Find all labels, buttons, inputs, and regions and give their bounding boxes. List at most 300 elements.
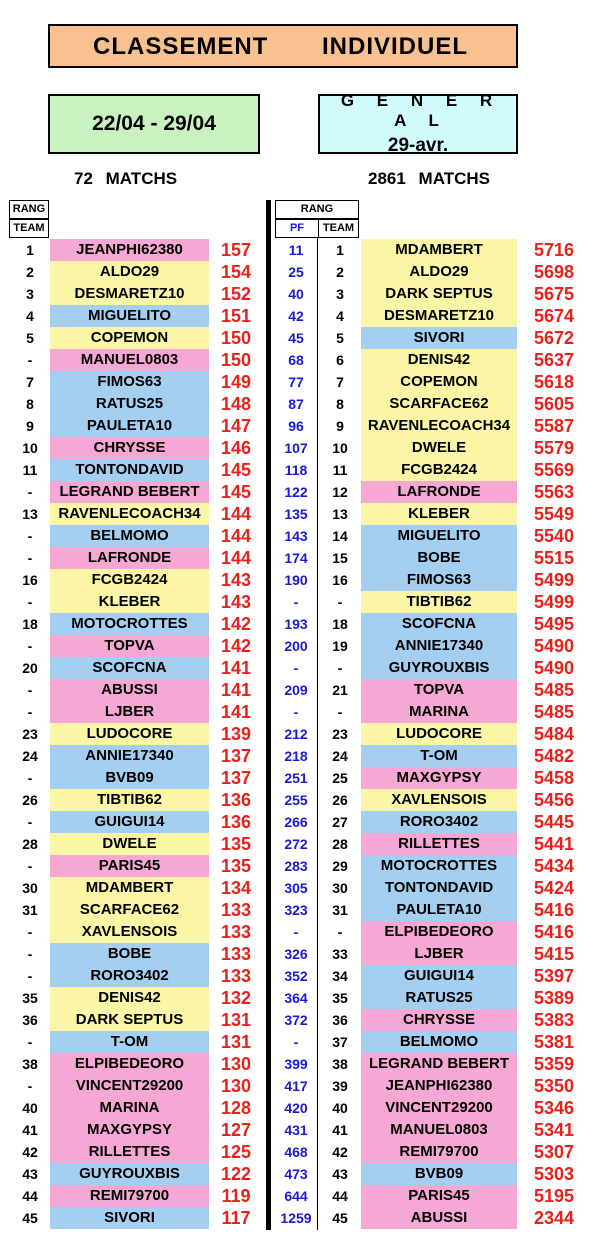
- table-row: [0, 965, 609, 987]
- general-pf: 190: [284, 572, 308, 588]
- weekly-score: 122: [220, 1164, 252, 1184]
- general-team-name: PAULETA10: [361, 899, 517, 921]
- weekly-score: 144: [220, 504, 252, 524]
- weekly-score: 133: [220, 966, 252, 986]
- table-row: [0, 789, 609, 811]
- general-score: 5482: [533, 746, 575, 766]
- general-score: 5674: [533, 306, 575, 326]
- general-score: 5441: [533, 834, 575, 854]
- weekly-score: 149: [220, 372, 252, 392]
- general-pf: 87: [288, 396, 304, 412]
- table-row: [0, 591, 609, 613]
- general-team-name: TOPVA: [361, 679, 517, 701]
- general-rank: 43: [332, 1166, 348, 1182]
- table-row: [0, 613, 609, 635]
- weekly-score: 137: [220, 768, 252, 788]
- table-row: [0, 833, 609, 855]
- general-team-name: LEGRAND BEBERT: [361, 1053, 517, 1075]
- weekly-score: 117: [221, 1208, 251, 1228]
- weekly-score: 130: [220, 1054, 252, 1074]
- general-pf: 45: [288, 330, 304, 346]
- weekly-score: 139: [220, 724, 252, 744]
- general-team-name: LUDOCORE: [361, 723, 517, 745]
- weekly-score: 151: [220, 306, 252, 326]
- table-row: [0, 811, 609, 833]
- general-box: [318, 91, 518, 156]
- weekly-rank: 4: [26, 308, 34, 324]
- weekly-score: 148: [220, 394, 252, 414]
- general-pf: 209: [284, 682, 308, 698]
- weekly-rank: 10: [22, 440, 38, 456]
- general-rank: 39: [332, 1078, 348, 1094]
- table-row: [0, 635, 609, 657]
- table-row: [0, 943, 609, 965]
- general-rank: -: [337, 594, 343, 610]
- general-pf: 417: [284, 1078, 308, 1094]
- weekly-score: 146: [220, 438, 252, 458]
- weekly-team-name: DARK SEPTUS: [50, 1009, 209, 1031]
- general-team-name: RILLETTES: [361, 833, 517, 855]
- weekly-score: 145: [220, 482, 252, 502]
- general-matches-count: 2861 MATCHS: [368, 169, 490, 188]
- weekly-score: 132: [220, 988, 252, 1008]
- weekly-rank: -: [27, 594, 33, 610]
- weekly-team-name: FCGB2424: [50, 569, 209, 591]
- weekly-team-name: MANUEL0803: [50, 349, 209, 371]
- weekly-team-name: FIMOS63: [50, 371, 209, 393]
- general-team-name: RORO3402: [361, 811, 517, 833]
- table-row: [0, 569, 609, 591]
- weekly-score: 141: [220, 680, 252, 700]
- general-pf: 174: [284, 550, 308, 566]
- weekly-team-name: T-OM: [50, 1031, 209, 1053]
- weekly-rank: 44: [22, 1188, 38, 1204]
- table-row: [0, 1075, 609, 1097]
- general-team-name: JEANPHI62380: [361, 1075, 517, 1097]
- general-rank: 33: [332, 946, 348, 962]
- general-score: 5540: [533, 526, 575, 546]
- weekly-score: 125: [220, 1142, 252, 1162]
- general-team-name: DESMARETZ10: [361, 305, 517, 327]
- general-score: 5716: [533, 240, 575, 260]
- general-score: 5359: [533, 1054, 575, 1074]
- table-row: [0, 701, 609, 723]
- table-row: [0, 1141, 609, 1163]
- general-team-name: CHRYSSE: [361, 1009, 517, 1031]
- weekly-team-name: MOTOCROTTES: [50, 613, 209, 635]
- general-team-name: BELMOMO: [361, 1031, 517, 1053]
- general-team-name: PARIS45: [361, 1185, 517, 1207]
- general-pf: 200: [284, 638, 308, 654]
- weekly-rank: -: [27, 814, 33, 830]
- title-box: [48, 24, 518, 68]
- weekly-team-name: CHRYSSE: [50, 437, 209, 459]
- weekly-rank: -: [27, 968, 33, 984]
- general-pf: 77: [288, 374, 304, 390]
- general-rank: 15: [332, 550, 348, 566]
- weekly-rank: 24: [22, 748, 38, 764]
- general-pf: 272: [284, 836, 308, 852]
- table-row: [0, 723, 609, 745]
- table-row: [0, 305, 609, 327]
- table-row: [0, 899, 609, 921]
- weekly-team-name: LAFRONDE: [50, 547, 209, 569]
- weekly-rank: -: [27, 1034, 33, 1050]
- weekly-rank: 2: [26, 264, 34, 280]
- general-team-name: ABUSSI: [361, 1207, 517, 1229]
- weekly-rank: 35: [22, 990, 38, 1006]
- title-word-individuel: INDIVIDUEL: [322, 33, 469, 60]
- weekly-rank: -: [27, 682, 33, 698]
- general-score: 5675: [533, 284, 575, 304]
- weekly-score: 147: [220, 416, 252, 436]
- weekly-score: 134: [220, 878, 252, 898]
- general-team-name: ALDO29: [361, 261, 517, 283]
- weekly-score: 136: [220, 790, 252, 810]
- general-pf: 218: [284, 748, 308, 764]
- weekly-team-name: LEGRAND BEBERT: [50, 481, 209, 503]
- general-rank: 40: [332, 1100, 348, 1116]
- weekly-rank: 13: [22, 506, 38, 522]
- general-rank: 9: [336, 418, 344, 434]
- general-team-name: MAXGYPSY: [361, 767, 517, 789]
- general-rank: 28: [332, 836, 348, 852]
- general-pf: 42: [288, 308, 304, 324]
- general-team-name: ELPIBEDEORO: [361, 921, 517, 943]
- weekly-team-name: GUYROUXBIS: [50, 1163, 209, 1185]
- weekly-rank: -: [27, 1078, 33, 1094]
- weekly-matches-count: 72 MATCHS: [74, 169, 178, 188]
- weekly-rank: 3: [26, 286, 34, 302]
- week-period: 22/04 - 29/04: [92, 112, 216, 135]
- weekly-team-name: BVB09: [50, 767, 209, 789]
- general-rank: 35: [332, 990, 348, 1006]
- general-rank: 10: [332, 440, 348, 456]
- general-pf: 255: [284, 792, 308, 808]
- general-pf: -: [293, 660, 299, 676]
- general-rank: 6: [336, 352, 344, 368]
- general-rank: 3: [336, 286, 344, 302]
- weekly-team-name: COPEMON: [50, 327, 209, 349]
- general-pf: 68: [288, 352, 304, 368]
- general-rank: 24: [332, 748, 348, 764]
- general-pf: 122: [284, 484, 308, 500]
- general-team-name: DARK SEPTUS: [361, 283, 517, 305]
- weekly-score: 150: [220, 350, 252, 370]
- weekly-team-name: ABUSSI: [50, 679, 209, 701]
- general-team-name: LAFRONDE: [361, 481, 517, 503]
- table-row: [0, 657, 609, 679]
- weekly-score: 150: [220, 328, 252, 348]
- weekly-score: 133: [220, 900, 252, 920]
- weekly-rank: -: [27, 858, 33, 874]
- weekly-rank: 42: [22, 1144, 38, 1160]
- weekly-score: 135: [220, 856, 252, 876]
- table-row: [0, 1163, 609, 1185]
- weekly-team-name: PARIS45: [50, 855, 209, 877]
- weekly-team-name: ANNIE17340: [50, 745, 209, 767]
- general-pf: 11: [288, 242, 304, 258]
- general-score: 5495: [533, 614, 575, 634]
- general-team-name: GUYROUXBIS: [361, 657, 517, 679]
- weekly-rank: 26: [22, 792, 38, 808]
- general-rank: 42: [332, 1144, 348, 1160]
- general-score: 5499: [533, 592, 575, 612]
- weekly-score: 143: [220, 570, 252, 590]
- table-row: [0, 1031, 609, 1053]
- weekly-rank: 8: [26, 396, 34, 412]
- table-row: [0, 921, 609, 943]
- general-score: 5490: [533, 658, 575, 678]
- general-rank: 1: [336, 242, 344, 258]
- weekly-rank: -: [27, 946, 33, 962]
- general-score: 5605: [533, 394, 575, 414]
- general-score: 5303: [533, 1164, 575, 1184]
- table-row: [0, 855, 609, 877]
- table-row: [0, 1119, 609, 1141]
- table-row: [0, 1185, 609, 1207]
- weekly-score: 131: [220, 1010, 252, 1030]
- general-pf: 283: [284, 858, 308, 874]
- weekly-rank: -: [27, 484, 33, 500]
- general-rank: 7: [336, 374, 344, 390]
- table-row: [0, 415, 609, 437]
- general-rank: 45: [332, 1210, 348, 1226]
- general-rank: 14: [332, 528, 348, 544]
- general-team-name: MOTOCROTTES: [361, 855, 517, 877]
- weekly-rank: 18: [22, 616, 38, 632]
- general-team-name: RAVENLECOACH34: [361, 415, 517, 437]
- weekly-team-name: TOPVA: [50, 635, 209, 657]
- general-pf-header: PF: [275, 219, 319, 238]
- general-pf: 212: [284, 726, 308, 742]
- general-rank: 41: [332, 1122, 348, 1138]
- weekly-team-name: MAXGYPSY: [50, 1119, 209, 1141]
- general-pf: 399: [284, 1056, 308, 1072]
- general-pf: 305: [284, 880, 308, 896]
- general-score: 5458: [533, 768, 575, 788]
- general-score: 5618: [533, 372, 575, 392]
- general-rank: 25: [332, 770, 348, 786]
- weekly-score: 127: [220, 1120, 252, 1140]
- table-row: [0, 679, 609, 701]
- general-score: 5381: [533, 1032, 575, 1052]
- general-score: 5672: [533, 328, 575, 348]
- general-score: 5415: [533, 944, 575, 964]
- general-team-name: VINCENT29200: [361, 1097, 517, 1119]
- general-pf: 431: [284, 1122, 308, 1138]
- weekly-score: 133: [220, 922, 252, 942]
- table-row: [0, 349, 609, 371]
- general-rank: 44: [332, 1188, 348, 1204]
- general-pf: 251: [284, 770, 308, 786]
- weekly-rank: 23: [22, 726, 38, 742]
- weekly-score: 141: [220, 658, 252, 678]
- table-row: [0, 327, 609, 349]
- general-score: 5485: [533, 702, 575, 722]
- title-word-classement: CLASSEMENT: [93, 33, 269, 60]
- general-score: 5563: [533, 482, 575, 502]
- weekly-rank: -: [27, 924, 33, 940]
- weekly-team-name: PAULETA10: [50, 415, 209, 437]
- weekly-team-name: ALDO29: [50, 261, 209, 283]
- general-score: 5416: [533, 900, 575, 920]
- weekly-rank: 28: [22, 836, 38, 852]
- weekly-score: 128: [220, 1098, 252, 1118]
- table-row: [0, 481, 609, 503]
- weekly-rank: -: [27, 770, 33, 786]
- general-pf: 473: [284, 1166, 308, 1182]
- general-team-name: LJBER: [361, 943, 517, 965]
- weekly-team-name: XAVLENSOIS: [50, 921, 209, 943]
- table-row: [0, 877, 609, 899]
- weekly-team-name: BOBE: [50, 943, 209, 965]
- weekly-score: 130: [220, 1076, 252, 1096]
- weekly-team-name: KLEBER: [50, 591, 209, 613]
- general-rank: 18: [332, 616, 348, 632]
- table-row: [0, 371, 609, 393]
- table-row: [0, 547, 609, 569]
- general-rank: 16: [332, 572, 348, 588]
- general-team-name: MDAMBERT: [361, 239, 517, 261]
- general-rank: 12: [332, 484, 348, 500]
- general-rank: 5: [336, 330, 344, 346]
- general-pf: 468: [284, 1144, 308, 1160]
- table-row: [0, 767, 609, 789]
- weekly-rank: -: [27, 638, 33, 654]
- general-score: 5397: [533, 966, 575, 986]
- weekly-score: 142: [220, 636, 252, 656]
- general-score: 5499: [533, 570, 575, 590]
- general-team-name: SCOFCNA: [361, 613, 517, 635]
- general-score: 5434: [533, 856, 575, 876]
- weekly-score: 136: [220, 812, 252, 832]
- table-row: [0, 393, 609, 415]
- general-team-header: TEAM: [318, 219, 359, 238]
- weekly-score: 131: [220, 1032, 252, 1052]
- general-pf: 40: [288, 286, 304, 302]
- general-team-name: TONTONDAVID: [361, 877, 517, 899]
- weekly-rank: 38: [22, 1056, 38, 1072]
- general-team-name: MANUEL0803: [361, 1119, 517, 1141]
- weekly-score: 135: [220, 834, 252, 854]
- general-rank: 13: [332, 506, 348, 522]
- weekly-score: 143: [220, 592, 252, 612]
- general-team-name: T-OM: [361, 745, 517, 767]
- weekly-team-name: TONTONDAVID: [50, 459, 209, 481]
- general-pf: 352: [284, 968, 308, 984]
- table-row: [0, 239, 609, 261]
- table-row: [0, 1207, 609, 1229]
- weekly-team-name: RAVENLECOACH34: [50, 503, 209, 525]
- weekly-team-name: DENIS42: [50, 987, 209, 1009]
- weekly-rank: 7: [26, 374, 34, 390]
- weekly-score: 157: [220, 240, 252, 260]
- general-team-name: SIVORI: [361, 327, 517, 349]
- weekly-team-name: JEANPHI62380: [50, 239, 209, 261]
- general-team-name: MARINA: [361, 701, 517, 723]
- general-score: 5195: [533, 1186, 575, 1206]
- general-pf: 118: [284, 462, 308, 478]
- weekly-team-name: RORO3402: [50, 965, 209, 987]
- weekly-team-name: SCARFACE62: [50, 899, 209, 921]
- weekly-team-name: SCOFCNA: [50, 657, 209, 679]
- weekly-score: 144: [220, 526, 252, 546]
- general-rank: 8: [336, 396, 344, 412]
- general-score: 5424: [533, 878, 575, 898]
- general-team-name: KLEBER: [361, 503, 517, 525]
- general-score: 5579: [533, 438, 575, 458]
- weekly-team-name: VINCENT29200: [50, 1075, 209, 1097]
- table-row: [0, 1097, 609, 1119]
- weekly-team-name: GUIGUI14: [50, 811, 209, 833]
- weekly-rank: 41: [22, 1122, 38, 1138]
- general-rank: 34: [332, 968, 348, 984]
- general-team-name: RATUS25: [361, 987, 517, 1009]
- general-score: 5416: [533, 922, 575, 942]
- weekly-rank: 1: [26, 242, 34, 258]
- general-date: 29-avr.: [387, 135, 449, 156]
- weekly-score: 137: [220, 746, 252, 766]
- general-rank: 31: [332, 902, 348, 918]
- general-score: 5346: [533, 1098, 575, 1118]
- weekly-team-name: RILLETTES: [50, 1141, 209, 1163]
- table-row: [0, 1053, 609, 1075]
- general-rank: 19: [332, 638, 348, 654]
- weekly-score: 152: [220, 284, 252, 304]
- weekly-rank: 31: [22, 902, 38, 918]
- table-row: [0, 437, 609, 459]
- general-score: 2344: [533, 1208, 575, 1228]
- general-pf: 323: [284, 902, 308, 918]
- weekly-rank: -: [27, 550, 33, 566]
- weekly-team-name: LUDOCORE: [50, 723, 209, 745]
- general-team-name: REMI79700: [361, 1141, 517, 1163]
- general-team-name: BOBE: [361, 547, 517, 569]
- weekly-rank: -: [27, 704, 33, 720]
- weekly-team-name: SIVORI: [50, 1207, 209, 1229]
- general-rank: -: [337, 660, 343, 676]
- general-rank: 4: [336, 308, 344, 324]
- table-row: [0, 261, 609, 283]
- weekly-rank: 16: [22, 572, 38, 588]
- general-rank: 26: [332, 792, 348, 808]
- general-label: G E N E R A L: [340, 91, 502, 130]
- weekly-team-name: ELPIBEDEORO: [50, 1053, 209, 1075]
- weekly-team-name: MARINA: [50, 1097, 209, 1119]
- general-rank: 37: [332, 1034, 348, 1050]
- table-row: [0, 283, 609, 305]
- general-rang-header: RANG: [275, 200, 359, 219]
- general-pf: 96: [288, 418, 304, 434]
- general-score: 5698: [533, 262, 575, 282]
- general-score: 5490: [533, 636, 575, 656]
- general-pf: 644: [284, 1188, 308, 1204]
- general-score: 5484: [533, 724, 575, 744]
- ranking-table: [0, 239, 609, 1229]
- general-pf: 107: [284, 440, 308, 456]
- weekly-rank: 36: [22, 1012, 38, 1028]
- weekly-rank: -: [27, 352, 33, 368]
- weekly-team-name: DESMARETZ10: [50, 283, 209, 305]
- general-rank: 36: [332, 1012, 348, 1028]
- weekly-rank: 40: [22, 1100, 38, 1116]
- general-team-name: FCGB2424: [361, 459, 517, 481]
- general-pf: 135: [284, 506, 308, 522]
- general-score: 5485: [533, 680, 575, 700]
- weekly-rank: 5: [26, 330, 34, 346]
- general-score: 5383: [533, 1010, 575, 1030]
